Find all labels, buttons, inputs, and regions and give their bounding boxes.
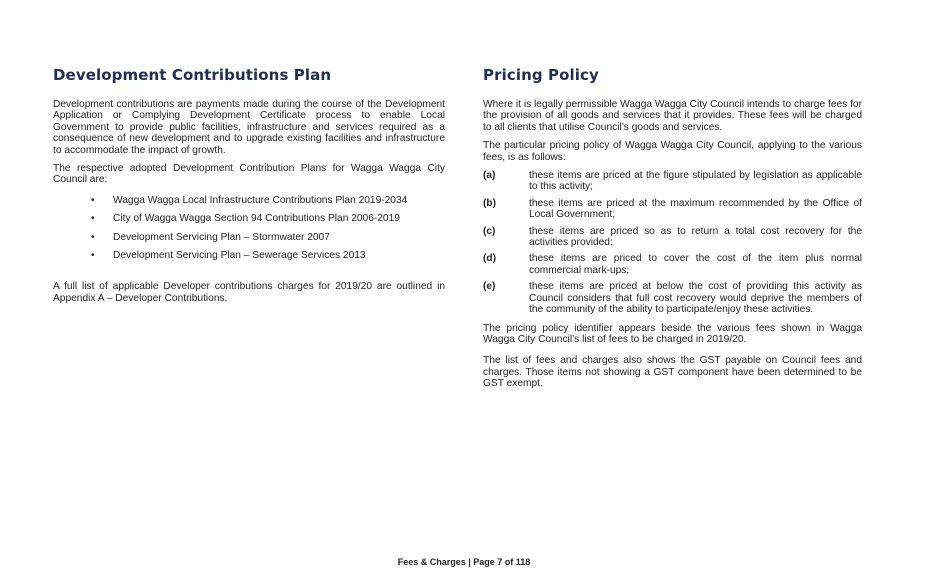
policy-item-text: these items are priced to cover the cost of the item plus normal commercial mark-ups;: [529, 253, 862, 276]
policy-item: [483, 170, 862, 193]
bullet-icon: •: [91, 194, 95, 206]
policy-item-text: these items are priced at below the cost of providing this activity as Council considers that full cost recovery would deprive the members of the community of the ability to participate/enjoy these activities.: [529, 281, 862, 316]
policy-item-text: these items are priced at the maximum recommended by the Office of Local Government;: [529, 197, 862, 221]
list-item-text: City of Wagga Wagga Section 94 Contributions Plan 2006-2019: [113, 213, 400, 225]
paragraph: The particular pricing policy of Wagga Wagga City Council, applying to the various fees, is as follows:: [483, 140, 862, 163]
list-item: [53, 232, 445, 243]
list-item-text: Development Servicing Plan – Sewerage Services 2013: [113, 250, 366, 262]
section-heading: Pricing Policy: [483, 66, 599, 84]
policy-item-text: these items are priced at the figure stipulated by legislation as applicable to this activity;: [529, 170, 862, 193]
policy-item: [483, 226, 862, 249]
bullet-icon: •: [91, 213, 95, 225]
section-heading: Development Contributions Plan: [53, 66, 332, 84]
paragraph: Where it is legally permissible Wagga Wagga City Council intends to charge fees for the provision of all goods and services that it provides. These fees will be charged to all clients that utilise Council’s goods and services.: [483, 99, 862, 133]
list-item-text: Development Servicing Plan – Stormwater 2007: [113, 231, 330, 243]
paragraph: The list of fees and charges also shows the GST payable on Council fees and charges. Those items not showing a GST component have been determined to be GST exempt.: [483, 355, 862, 390]
paragraph: Development contributions are payments made during the course of the Development Application or Complying Development Certificate process to enable Local Government to provide public facilities, infrastructure and services required as a consequence of new development and to upgrade existing facilities and infrastructure to accommodate the impact of growth.: [53, 99, 445, 156]
policy-item-letter: (d): [483, 253, 497, 265]
list-item-text: Wagga Wagga Local Infrastructure Contributions Plan 2019-2034: [113, 194, 408, 206]
paragraph: The respective adopted Development Contribution Plans for Wagga Wagga City Council are:: [53, 163, 445, 186]
policy-item-letter: (e): [483, 281, 496, 293]
plans-list: [53, 195, 445, 262]
policy-item: [483, 281, 862, 315]
policy-item-letter: (b): [483, 197, 497, 209]
policy-item-letter: (c): [483, 225, 496, 237]
policy-item: [483, 253, 862, 276]
policy-item-text: these items are priced so as to return a total cost recovery for the activities provided;: [529, 225, 862, 249]
page-footer: Fees & Charges | Page 7 of 118: [397, 557, 531, 567]
paragraph: The pricing policy identifier appears beside the various fees shown in Wagga Wagga City Council’s list of fees to be charged in 2019/20.: [483, 322, 862, 345]
list-item: [53, 195, 445, 206]
bullet-icon: •: [91, 231, 95, 243]
list-item: [53, 250, 445, 261]
policy-item: [483, 198, 862, 221]
pricing-policy-section: [483, 66, 862, 397]
development-contributions-section: [53, 66, 445, 311]
policy-item-letter: (a): [483, 170, 496, 182]
paragraph: A full list of applicable Developer contributions charges for 2019/20 are outlined in Appendix A – Developer Contributions.: [53, 281, 445, 304]
bullet-icon: •: [91, 250, 95, 262]
list-item: [53, 213, 445, 224]
